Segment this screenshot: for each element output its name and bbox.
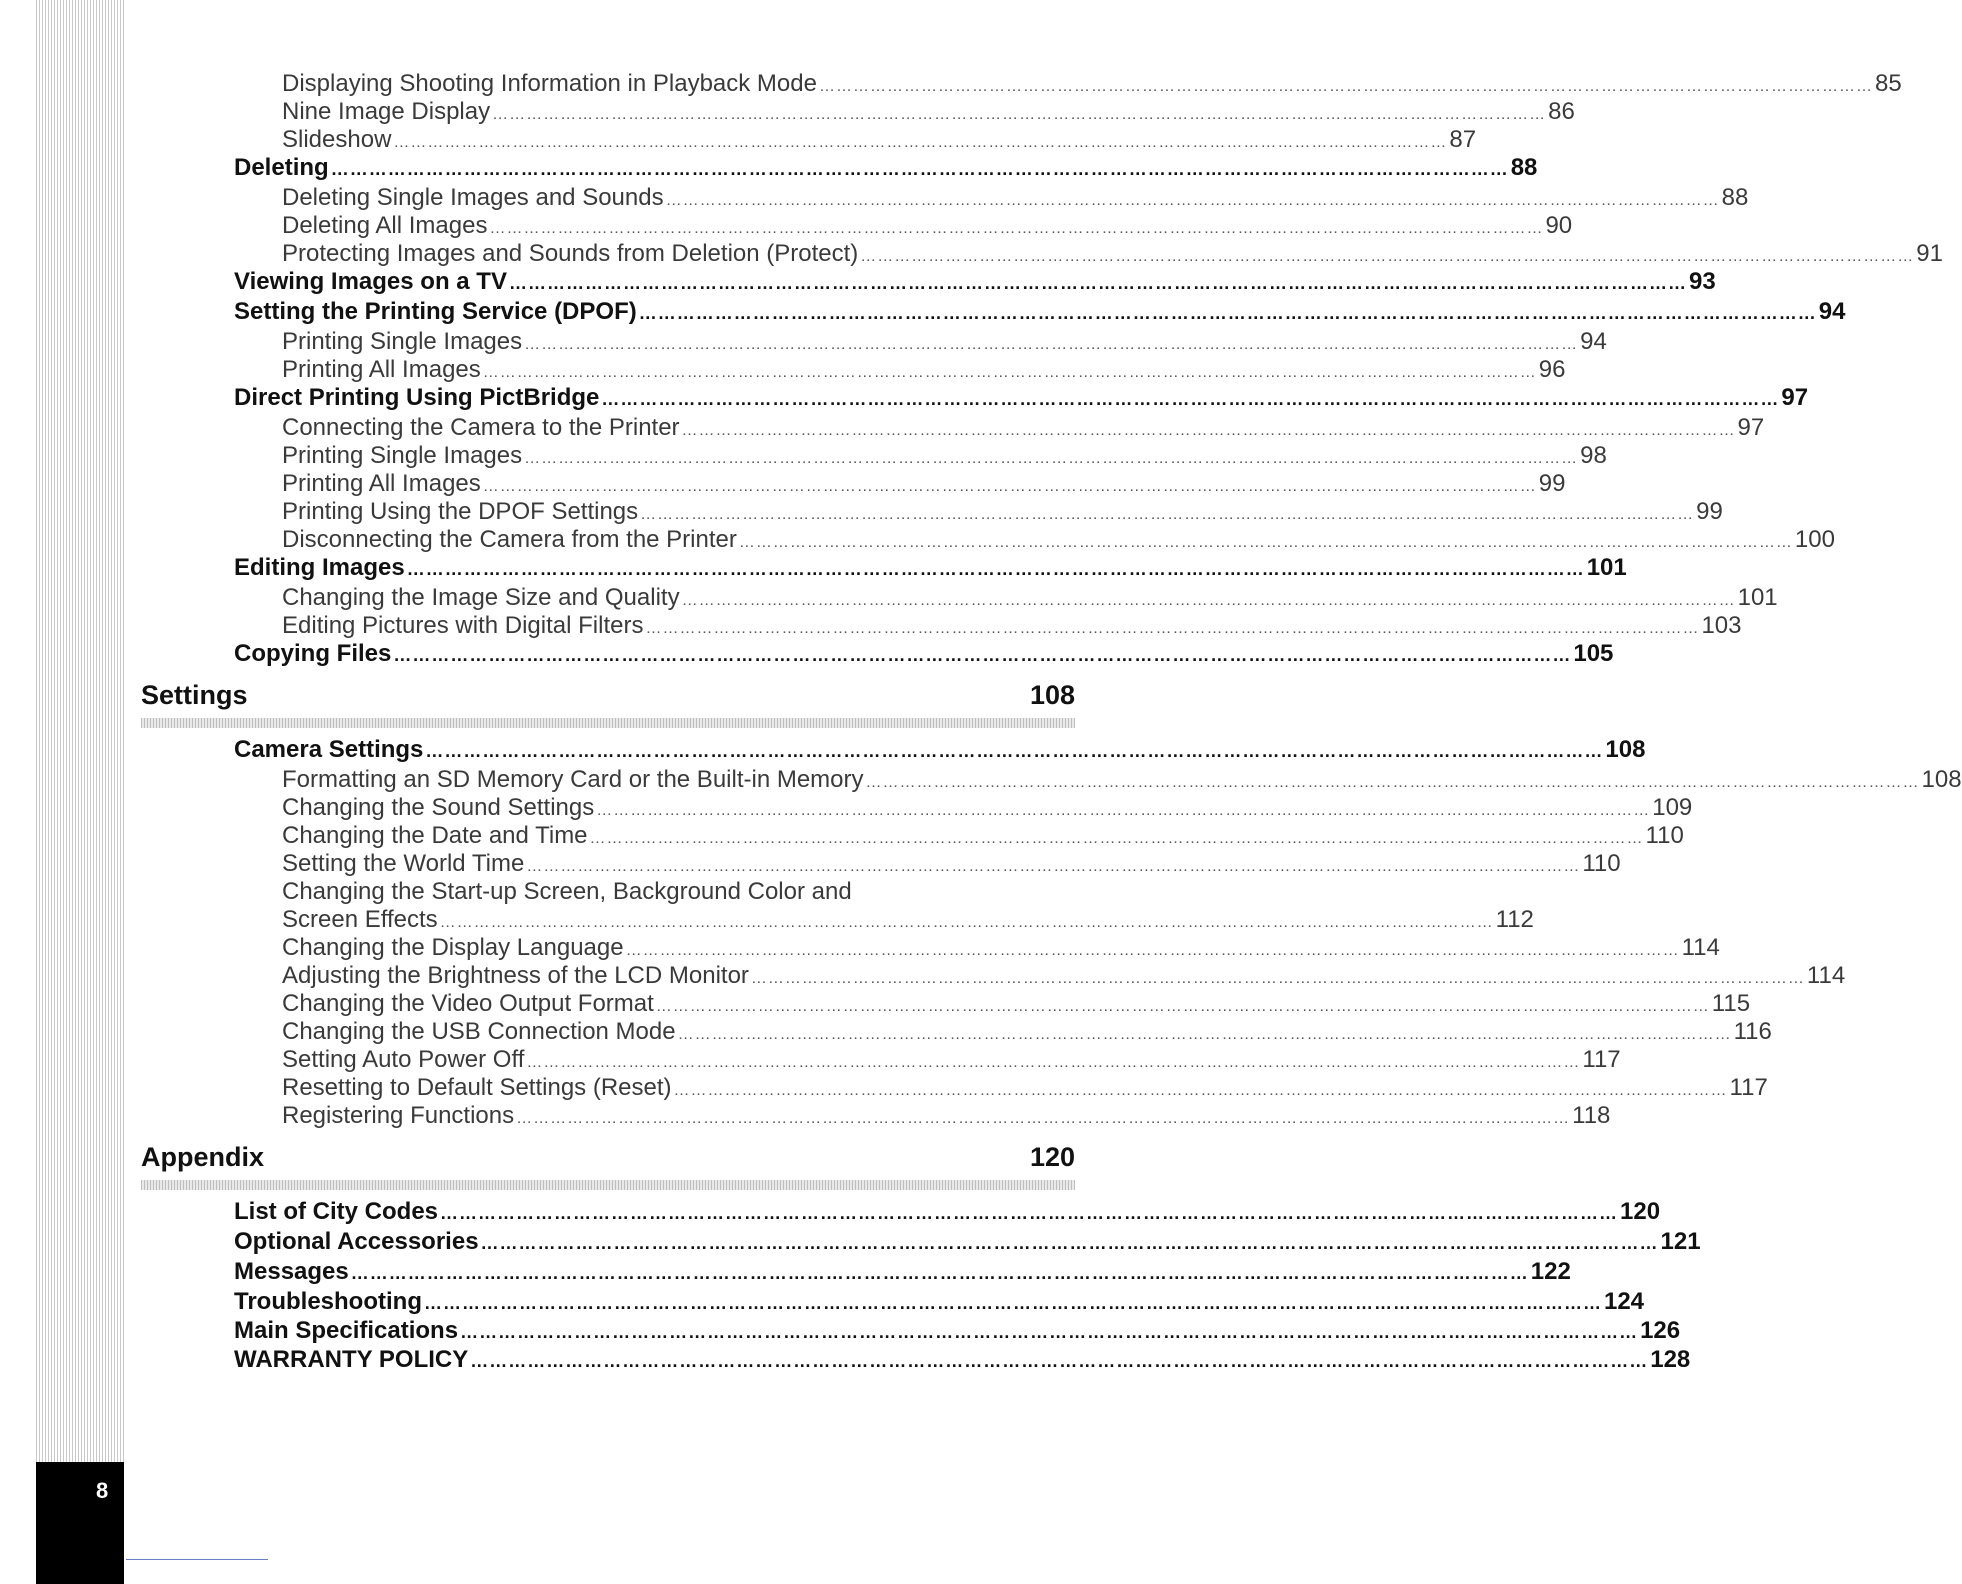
- dot-leader: ……………………………………………………………………………………………………………………………………………………………………: [818, 78, 1873, 95]
- toc-entry[interactable]: Copying Files …………………………………………………………………………………………………………………………………………………………………… 105: [234, 640, 1614, 667]
- toc-entry[interactable]: Changing the Date and Time …………………………………………………………………………………………………………………………………………………………………… 110: [282, 822, 1684, 849]
- toc-entry[interactable]: Viewing Images on a TV …………………………………………………………………………………………………………………………………………………………………… 93: [234, 268, 1716, 295]
- page-number-tab: [36, 1462, 124, 1584]
- toc-entry[interactable]: Editing Images …………………………………………………………………………………………………………………………………………………………………… 101: [234, 554, 1627, 581]
- dot-leader: ……………………………………………………………………………………………………………………………………………………………………: [640, 506, 1695, 523]
- dot-leader: ……………………………………………………………………………………………………………………………………………………………………: [423, 1293, 1602, 1313]
- dot-leader: ……………………………………………………………………………………………………………………………………………………………………: [508, 273, 1687, 293]
- dot-leader: ……………………………………………………………………………………………………………………………………………………………………: [406, 559, 1585, 579]
- dot-leader: ……………………………………………………………………………………………………………………………………………………………………: [589, 830, 1644, 847]
- dot-leader: ……………………………………………………………………………………………………………………………………………………………………: [865, 774, 1920, 791]
- toc-entry[interactable]: Changing the USB Connection Mode …………………………………………………………………………………………………………………………………………………………………… 116: [282, 1018, 1772, 1045]
- toc-entry[interactable]: Changing the Display Language …………………………………………………………………………………………………………………………………………………………………… 114: [282, 934, 1720, 961]
- section-heading-settings[interactable]: Settings 108: [141, 680, 1075, 710]
- toc-entry[interactable]: Messages …………………………………………………………………………………………………………………………………………………………………… 122: [234, 1258, 1571, 1285]
- toc-entry[interactable]: Displaying Shooting Information in Playback Mode …………………………………………………………………………………………………………………………………………………………………… 85: [282, 70, 1902, 97]
- dot-leader: ……………………………………………………………………………………………………………………………………………………………………: [330, 159, 1509, 179]
- toc-entry[interactable]: Slideshow …………………………………………………………………………………………………………………………………………………………………… 87: [282, 126, 1477, 153]
- toc-entry[interactable]: Direct Printing Using PictBridge …………………………………………………………………………………………………………………………………………………………………… 97: [234, 384, 1809, 411]
- dot-leader: ……………………………………………………………………………………………………………………………………………………………………: [655, 998, 1710, 1015]
- dot-leader: ……………………………………………………………………………………………………………………………………………………………………: [750, 970, 1805, 987]
- dot-leader: ……………………………………………………………………………………………………………………………………………………………………: [625, 942, 1680, 959]
- dot-leader: ……………………………………………………………………………………………………………………………………………………………………: [524, 336, 1579, 353]
- dot-leader: ……………………………………………………………………………………………………………………………………………………………………: [492, 106, 1547, 123]
- toc-entry[interactable]: Changing the Image Size and Quality …………………………………………………………………………………………………………………………………………………………………… 101: [282, 584, 1778, 611]
- dot-leader: ……………………………………………………………………………………………………………………………………………………………………: [350, 1263, 1529, 1283]
- toc-entry[interactable]: Screen Effects …………………………………………………………………………………………………………………………………………………………………… 112: [282, 906, 1534, 933]
- dot-leader: ……………………………………………………………………………………………………………………………………………………………………: [393, 134, 1448, 151]
- dot-leader: ……………………………………………………………………………………………………………………………………………………………………: [601, 389, 1780, 409]
- toc-entry[interactable]: Printing All Images …………………………………………………………………………………………………………………………………………………………………… 96: [282, 356, 1566, 383]
- toc-entry[interactable]: Printing Using the DPOF Settings …………………………………………………………………………………………………………………………………………………………………… 99: [282, 498, 1723, 525]
- toc-entry[interactable]: Nine Image Display …………………………………………………………………………………………………………………………………………………………………… 86: [282, 98, 1575, 125]
- toc-entry[interactable]: Editing Pictures with Digital Filters …………………………………………………………………………………………………………………………………………………………………… 103: [282, 612, 1742, 639]
- toc-entry[interactable]: Setting Auto Power Off …………………………………………………………………………………………………………………………………………………………………… 117: [282, 1046, 1621, 1073]
- toc-entry[interactable]: Printing Single Images …………………………………………………………………………………………………………………………………………………………………… 98: [282, 442, 1607, 469]
- toc-entry[interactable]: Adjusting the Brightness of the LCD Monitor …………………………………………………………………………………………………………………………………………………………………… 114: [282, 962, 1846, 989]
- dot-leader: ……………………………………………………………………………………………………………………………………………………………………: [638, 303, 1817, 323]
- toc-entry[interactable]: Protecting Images and Sounds from Deletion (Protect) …………………………………………………………………………………………………………………………………………………………………… 91: [282, 240, 1943, 267]
- toc-entry[interactable]: Deleting Single Images and Sounds …………………………………………………………………………………………………………………………………………………………………… 88: [282, 184, 1749, 211]
- toc-entry[interactable]: Disconnecting the Camera from the Printer …………………………………………………………………………………………………………………………………………………………………… 100: [282, 526, 1835, 553]
- dot-leader: ……………………………………………………………………………………………………………………………………………………………………: [681, 422, 1736, 439]
- dot-leader: ……………………………………………………………………………………………………………………………………………………………………: [482, 478, 1537, 495]
- dot-leader: ……………………………………………………………………………………………………………………………………………………………………: [860, 248, 1915, 265]
- dot-leader: ……………………………………………………………………………………………………………………………………………………………………: [677, 1026, 1732, 1043]
- toc-entry[interactable]: Deleting All Images …………………………………………………………………………………………………………………………………………………………………… 90: [282, 212, 1573, 239]
- toc-entry[interactable]: Connecting the Camera to the Printer …………………………………………………………………………………………………………………………………………………………………… 97: [282, 414, 1765, 441]
- dot-leader: ……………………………………………………………………………………………………………………………………………………………………: [526, 858, 1581, 875]
- dot-leader: ……………………………………………………………………………………………………………………………………………………………………: [460, 1322, 1639, 1342]
- toc-entry[interactable]: Resetting to Default Settings (Reset) …………………………………………………………………………………………………………………………………………………………………… 117: [282, 1074, 1768, 1101]
- dot-leader: ……………………………………………………………………………………………………………………………………………………………………: [439, 914, 1494, 931]
- toc-entry[interactable]: Printing Single Images …………………………………………………………………………………………………………………………………………………………………… 94: [282, 328, 1607, 355]
- toc-entry-line[interactable]: Changing the Start-up Screen, Background Color and: [282, 878, 852, 905]
- toc-entry[interactable]: Formatting an SD Memory Card or the Built-in Memory …………………………………………………………………………………………………………………………………………………………………… 108: [282, 766, 1962, 793]
- dot-leader: ……………………………………………………………………………………………………………………………………………………………………: [425, 741, 1604, 761]
- dot-leader: ……………………………………………………………………………………………………………………………………………………………………: [673, 1082, 1728, 1099]
- dot-leader: ……………………………………………………………………………………………………………………………………………………………………: [516, 1110, 1571, 1127]
- section-rule: [141, 1180, 1075, 1190]
- dot-leader: ……………………………………………………………………………………………………………………………………………………………………: [489, 220, 1544, 237]
- toc-entry[interactable]: Setting the Printing Service (DPOF) …………………………………………………………………………………………………………………………………………………………………… 94: [234, 298, 1846, 325]
- dot-leader: ……………………………………………………………………………………………………………………………………………………………………: [738, 534, 1793, 551]
- dot-leader: ……………………………………………………………………………………………………………………………………………………………………: [440, 1203, 1619, 1223]
- toc-entry[interactable]: WARRANTY POLICY …………………………………………………………………………………………………………………………………………………………………… 128: [234, 1346, 1691, 1373]
- dot-leader: ……………………………………………………………………………………………………………………………………………………………………: [524, 450, 1579, 467]
- toc-entry[interactable]: Changing the Video Output Format …………………………………………………………………………………………………………………………………………………………………… 115: [282, 990, 1751, 1017]
- dot-leader: ……………………………………………………………………………………………………………………………………………………………………: [596, 802, 1651, 819]
- dot-leader: ……………………………………………………………………………………………………………………………………………………………………: [480, 1233, 1659, 1253]
- toc-entry[interactable]: Changing the Sound Settings …………………………………………………………………………………………………………………………………………………………………… 109: [282, 794, 1693, 821]
- dot-leader: ……………………………………………………………………………………………………………………………………………………………………: [470, 1351, 1649, 1371]
- dot-leader: ……………………………………………………………………………………………………………………………………………………………………: [482, 364, 1537, 381]
- toc-entry[interactable]: List of City Codes …………………………………………………………………………………………………………………………………………………………………… 120: [234, 1198, 1661, 1225]
- section-heading-appendix[interactable]: Appendix 120: [141, 1142, 1075, 1172]
- toc-entry[interactable]: Registering Functions …………………………………………………………………………………………………………………………………………………………………… 118: [282, 1102, 1611, 1129]
- side-stripe-decoration: [36, 0, 124, 1584]
- dot-leader: ……………………………………………………………………………………………………………………………………………………………………: [526, 1054, 1581, 1071]
- toc-entry[interactable]: Deleting …………………………………………………………………………………………………………………………………………………………………… 88: [234, 154, 1538, 181]
- toc-entry[interactable]: Printing All Images …………………………………………………………………………………………………………………………………………………………………… 99: [282, 470, 1566, 497]
- dot-leader: ……………………………………………………………………………………………………………………………………………………………………: [681, 592, 1736, 609]
- dot-leader: ……………………………………………………………………………………………………………………………………………………………………: [393, 645, 1572, 665]
- footer-rule: [126, 1559, 268, 1560]
- toc-entry[interactable]: Optional Accessories …………………………………………………………………………………………………………………………………………………………………… 121: [234, 1228, 1701, 1255]
- dot-leader: ……………………………………………………………………………………………………………………………………………………………………: [665, 192, 1720, 209]
- toc-entry[interactable]: Troubleshooting …………………………………………………………………………………………………………………………………………………………………… 124: [234, 1288, 1645, 1315]
- toc-entry[interactable]: Main Specifications …………………………………………………………………………………………………………………………………………………………………… 126: [234, 1317, 1681, 1344]
- page-number: 8: [96, 1478, 109, 1503]
- dot-leader: ……………………………………………………………………………………………………………………………………………………………………: [645, 620, 1700, 637]
- section-rule: [141, 718, 1075, 728]
- toc-entry[interactable]: Camera Settings …………………………………………………………………………………………………………………………………………………………………… 108: [234, 736, 1646, 763]
- toc-entry[interactable]: Setting the World Time …………………………………………………………………………………………………………………………………………………………………… 110: [282, 850, 1621, 877]
